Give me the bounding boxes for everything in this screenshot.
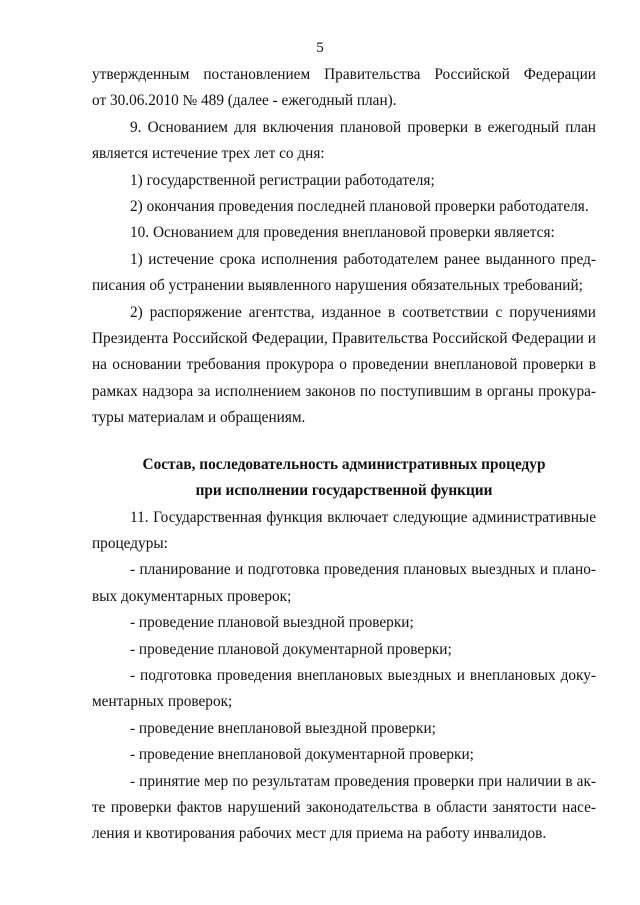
paragraph-item-9-1: 1) государственной регистрации работодателя; — [130, 171, 435, 189]
paragraph-item-10-2: 2) распоряжение агентства, изданное в соответствии с поручениями Президента Российской Федерации, Правительства Российской Федерации и на основании требования прокурора о проведении внеплановой проверки в рамках надзора за исполнением законов по поступившим в органы прокуратуры материалам и обращениям. — [92, 303, 596, 427]
document-body — [92, 62, 596, 848]
list-item-planning: - планирование и подготовка проведения плановых выездных и плановых документарных проверок; — [92, 561, 596, 605]
list-item-unplanned-documentary: - проведение внеплановой документарной проверки; — [130, 746, 474, 764]
section-heading-line1: Состав, последовательность административных процедур — [142, 455, 546, 473]
paragraph-item-10: 10. Основанием для проведения внеплановой проверки является: — [130, 224, 555, 242]
section-gap — [92, 432, 596, 452]
page-number: 5 — [316, 40, 324, 56]
list-item-unplanned-onsite: - проведение внеплановой выездной проверки; — [130, 719, 436, 737]
paragraph-continuation-line2: от 30.06.2010 № 489 (далее - ежегодный план). — [92, 92, 397, 110]
paragraph-item-9: 9. Основанием для включения плановой проверки в ежегодный план является истечение трех лет со дня: — [92, 118, 596, 163]
list-item-measures: - принятие мер по результатам проведения проверки при наличии в акте проверки фактов нарушений законодательства в области занятости населения и квотирования рабочих мест для приема на работу инвалидов. — [92, 772, 596, 843]
paragraph-item-11: 11. Государственная функция включает следующие административные процедуры: — [92, 508, 596, 552]
paragraph-item-10-1: 1) истечение срока исполнения работодателем ранее выданного предписания об устранении выявленного нарушения обязательных требований; — [92, 250, 596, 295]
paragraph-item-9-2: 2) окончания проведения последней плановой проверки работодателя. — [130, 198, 589, 216]
list-item-planned-onsite: - проведение плановой выездной проверки; — [130, 614, 414, 632]
list-item-unplanned-preparation: - подготовка проведения внеплановых выездных и внеплановых документарных проверок; — [92, 666, 596, 711]
list-item-planned-documentary: - проведение плановой документарной проверки; — [130, 640, 452, 658]
section-heading-line2: при исполнении государственной функции — [195, 482, 493, 500]
paragraph-continuation-line1: утвержденным постановлением Правительства Российской Федерации — [92, 66, 596, 83]
